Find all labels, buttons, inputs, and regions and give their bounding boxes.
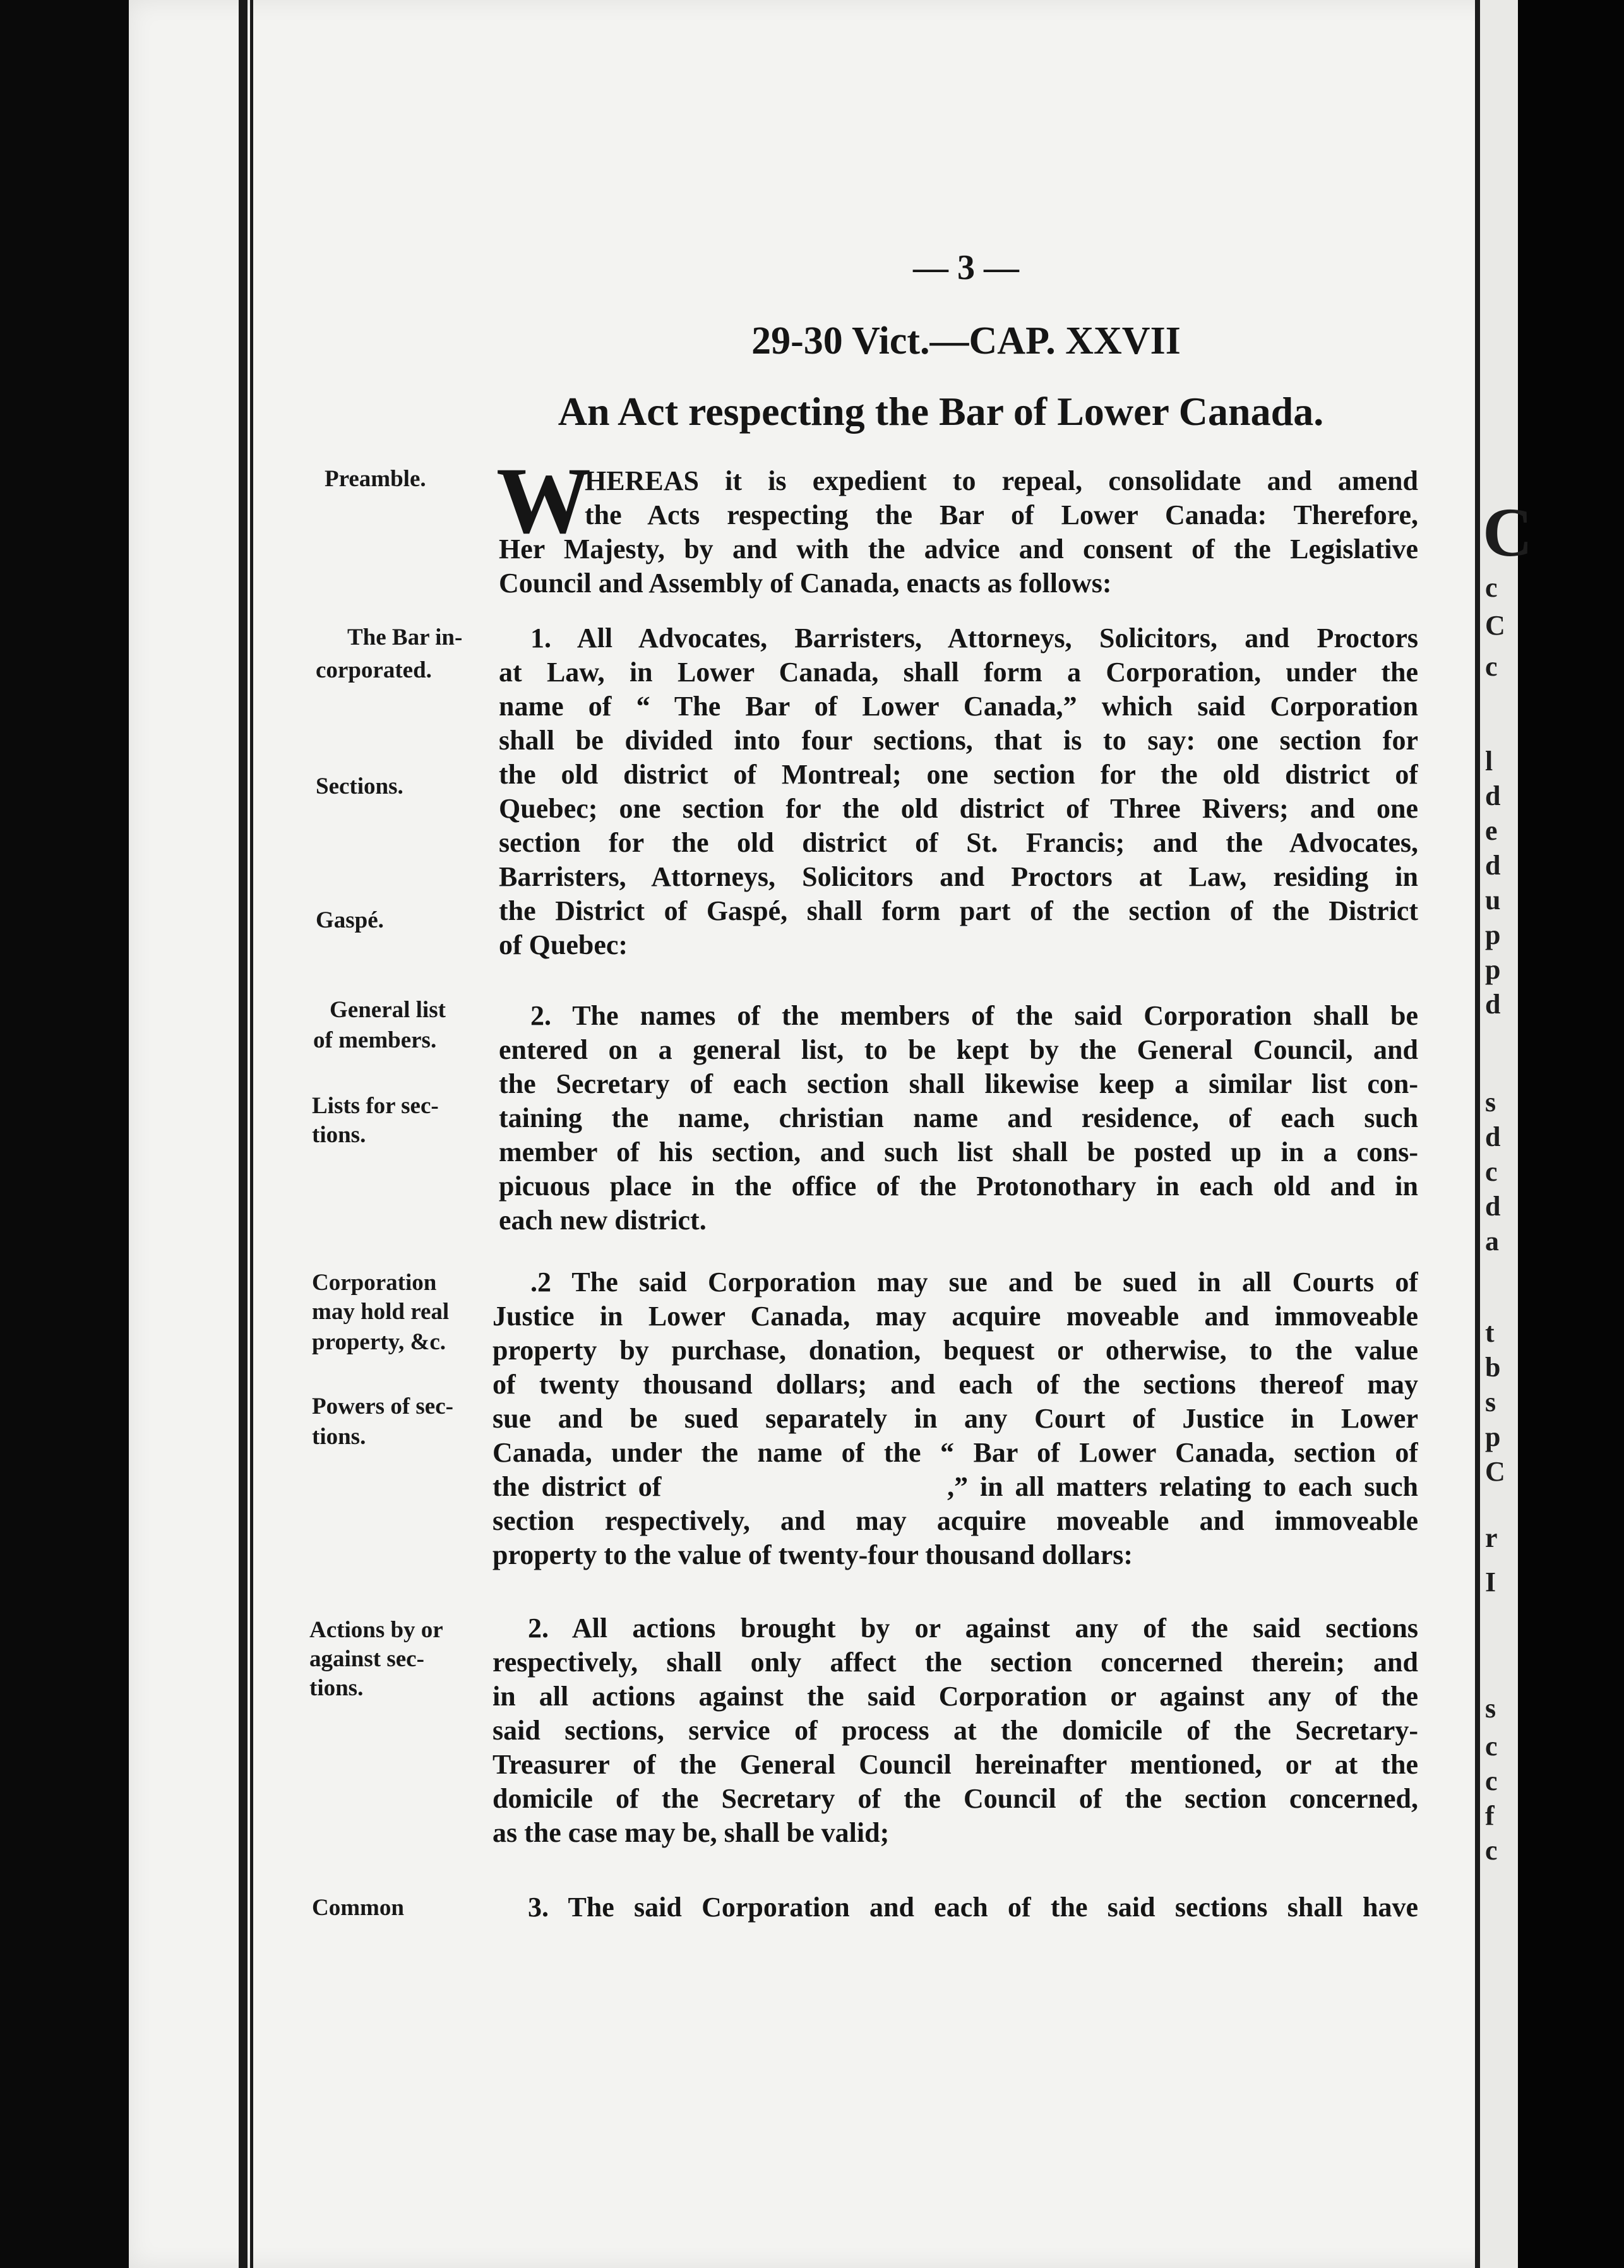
body-line: picuous place in the office of the Protonothary in each old and in: [499, 1171, 1418, 1202]
body-line: sue and be sued separately in any Court of Justice in Lower: [493, 1403, 1418, 1434]
margin-note-general-list: of members.: [313, 1027, 437, 1053]
body-line: Treasurer of the General Council hereinafter mentioned, or at the: [493, 1749, 1418, 1780]
body-line: section for the old district of St. Francis; and the Advocates,: [499, 827, 1418, 858]
next-page-fragment: r: [1485, 1522, 1498, 1553]
margin-note-general-list: General list: [330, 997, 446, 1023]
body-line: Quebec; one section for the old district of Three Rivers; and one: [499, 793, 1418, 824]
body-line: Her Majesty, by and with the advice and consent of the Legislative: [499, 534, 1418, 564]
body-line: Canada, under the name of the “ Bar of Lower Canada, section of: [493, 1437, 1418, 1468]
act-title: An Act respecting the Bar of Lower Canada.: [558, 389, 1324, 434]
next-page-fragment: p: [1485, 954, 1501, 985]
next-page-fragment: t: [1485, 1317, 1495, 1348]
body-line: of twenty thousand dollars; and each of the sections thereof may: [493, 1369, 1418, 1400]
margin-note-actions: Actions by or: [309, 1617, 443, 1643]
next-page-fragment: u: [1485, 885, 1501, 916]
scan-border: [1518, 0, 1624, 2268]
margin-note-corporation: Corporation: [312, 1270, 437, 1296]
next-page-fragment: d: [1485, 780, 1501, 811]
next-page-fragment: p: [1485, 1421, 1501, 1452]
page-number: — 3 —: [913, 248, 1019, 287]
next-page-fragment: C: [1485, 610, 1505, 641]
next-page-fragment: p: [1485, 919, 1501, 950]
page-edge-rule: [1475, 0, 1480, 2268]
body-line: in all actions against the said Corporation or against any of the: [493, 1681, 1418, 1712]
body-line: the Acts respecting the Bar of Lower Canada: Therefore,: [585, 499, 1418, 530]
body-line: domicile of the Secretary of the Council of the section concerned,: [493, 1783, 1418, 1814]
body-line: of Quebec:: [499, 929, 628, 960]
body-line: property by purchase, donation, bequest or otherwise, to the value: [493, 1335, 1418, 1366]
next-page-fragment: c: [1485, 572, 1498, 603]
next-page-fragment: a: [1485, 1226, 1499, 1256]
body-line: 3. The said Corporation and each of the said sections shall have: [528, 1892, 1418, 1923]
margin-note-actions: tions.: [309, 1675, 364, 1701]
next-page-fragment: s: [1485, 1387, 1496, 1418]
next-page-fragment: e: [1485, 815, 1498, 846]
body-line: the District of Gaspé, shall form part of the section of the District: [499, 895, 1418, 926]
body-line: shall be divided into four sections, that is to say: one section for: [499, 725, 1418, 756]
margin-note-powers-of-sections: Powers of sec-: [312, 1394, 453, 1419]
next-page-fragment: s: [1485, 1693, 1496, 1724]
next-page-fragment: d: [1485, 850, 1501, 881]
next-page-fragment: c: [1485, 1835, 1498, 1866]
body-line: respectively, shall only affect the section concerned therein; and: [493, 1647, 1418, 1678]
margin-note-sections: Sections.: [316, 773, 403, 799]
next-page-fragment: c: [1485, 1731, 1498, 1762]
body-line: the district of ,” in all matters relating to each such: [493, 1471, 1418, 1502]
body-line: 2. All actions brought by or against any of the said sections: [528, 1613, 1418, 1644]
margin-note-common: Common: [312, 1895, 404, 1921]
binding-rule: [239, 0, 248, 2268]
next-page-fragment: d: [1485, 989, 1501, 1020]
body-line: 1. All Advocates, Barristers, Attorneys, Solicitors, and Proctors: [530, 623, 1418, 654]
next-page-fragment: C: [1485, 1456, 1505, 1487]
next-page-fragment: I: [1485, 1567, 1496, 1597]
margin-note-corporation: may hold real: [312, 1299, 450, 1325]
binding-rule: [250, 0, 253, 2268]
body-line: as the case may be, shall be valid;: [493, 1817, 890, 1848]
body-line: at Law, in Lower Canada, shall form a Corporation, under the: [499, 657, 1418, 688]
body-line: .2 The said Corporation may sue and be sued in all Courts of: [530, 1267, 1418, 1298]
next-page-fragment: C: [1483, 494, 1533, 571]
body-line: each new district.: [499, 1205, 707, 1236]
next-page-fragment: d: [1485, 1191, 1501, 1222]
next-page-fragment: b: [1485, 1352, 1501, 1383]
margin-note-corporation: property, &c.: [312, 1329, 446, 1355]
body-line: taining the name, christian name and residence, of each such: [499, 1102, 1418, 1133]
margin-note-bar-incorporated: corporated.: [316, 657, 432, 683]
body-line: the old district of Montreal; one section for the old district of: [499, 759, 1418, 790]
margin-note-preamble: Preamble.: [325, 466, 426, 492]
body-line: Council and Assembly of Canada, enacts as follows:: [499, 568, 1112, 599]
body-line: the Secretary of each section shall likewise keep a similar list con-: [499, 1068, 1418, 1099]
next-page-fragment: c: [1485, 1765, 1498, 1796]
margin-note-lists-for-sections: Lists for sec-: [312, 1093, 439, 1119]
next-page-fragment: d: [1485, 1121, 1501, 1152]
body-line: entered on a general list, to be kept by the General Council, and: [499, 1034, 1418, 1065]
next-page-fragment: s: [1485, 1087, 1496, 1118]
margin-note-lists-for-sections: tions.: [312, 1122, 366, 1148]
chapter-heading: 29-30 Vict.—CAP. XXVII: [751, 319, 1181, 362]
margin-note-gaspe: Gaspé.: [316, 907, 384, 933]
body-line: Justice in Lower Canada, may acquire moveable and immoveable: [493, 1301, 1418, 1332]
margin-note-bar-incorporated: The Bar in-: [347, 624, 463, 650]
body-line: member of his section, and such list shall be posted up in a cons-: [499, 1137, 1418, 1167]
margin-note-actions: against sec-: [309, 1646, 424, 1672]
body-line: section respectively, and may acquire moveable and immoveable: [493, 1505, 1418, 1536]
body-line: HEREAS it is expedient to repeal, consolidate and amend: [585, 465, 1418, 496]
body-line: Barristers, Attorneys, Solicitors and Proctors at Law, residing in: [499, 861, 1418, 892]
body-line: name of “ The Bar of Lower Canada,” which said Corporation: [499, 691, 1418, 722]
next-page-fragment: f: [1485, 1800, 1495, 1831]
next-page-fragment: c: [1485, 651, 1498, 682]
body-line: 2. The names of the members of the said Corporation shall be: [530, 1000, 1418, 1031]
body-line: property to the value of twenty-four thousand dollars:: [493, 1539, 1133, 1570]
margin-note-powers-of-sections: tions.: [312, 1424, 366, 1450]
next-page-fragment: l: [1485, 746, 1493, 777]
next-page-fragment: c: [1485, 1156, 1498, 1187]
drop-cap: W: [496, 448, 591, 553]
body-line: said sections, service of process at the domicile of the Secretary-: [493, 1715, 1418, 1746]
